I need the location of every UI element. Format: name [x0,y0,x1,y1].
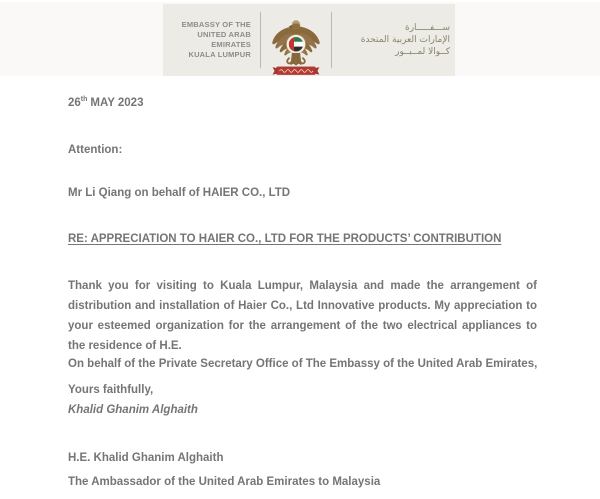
embassy-name-line-3: KUALA LUMPUR [188,50,251,59]
embassy-name-english [163,20,260,60]
on-behalf-line: On behalf of the Private Secretary Office of The Embassy of the United Arab Emirates, [68,358,538,370]
embassy-name-arabic [332,22,455,58]
emblem-ribbon [273,67,320,75]
subject-line: RE: APPRECIATION TO HAIER CO., LTD FOR THE PRODUCTS’ CONTRIBUTION [68,233,502,245]
signature-name: Khalid Ghanim Alghaith [68,404,198,416]
signer-name-line: H.E. Khalid Ghanim Alghaith [68,452,224,464]
date-day: 26 [68,97,81,109]
body-paragraph: Thank you for visiting to Kuala Lumpur, Malaysia and made the arrangement of distribution and installation of Haier Co., Ltd Innovative products. My appreciation to your esteemed organization for the arrangement of the two electrical appliances to the residence of H.E. [68,280,537,352]
signer-title-line: The Ambassador of the United Arab Emirates to Malaysia [68,476,381,488]
valediction-line: Yours faithfully, [68,384,154,396]
date-rest: MAY 2023 [90,97,144,109]
recipient-line: Mr Li Qiang on behalf of HAIER CO., LTD [68,187,291,199]
embassy-name-line-1: EMBASSY OF THE [181,20,251,29]
uae-flag [289,37,304,52]
date-ordinal: th [80,96,88,104]
emblem-container [261,4,331,76]
date-line [68,97,143,109]
embassy-letterhead [163,4,455,76]
embassy-arabic-line-1: ســـفـــــارة [405,23,450,33]
embassy-arabic-line-2: الإمارات العربية المتحدة [360,35,450,45]
uae-falcon-emblem-icon [268,18,324,76]
embassy-name-line-2: UNITED ARAB EMIRATES [197,30,251,49]
attention-label: Attention: [68,144,123,156]
embassy-arabic-line-3: كــوالا لمــبــور [395,47,450,57]
